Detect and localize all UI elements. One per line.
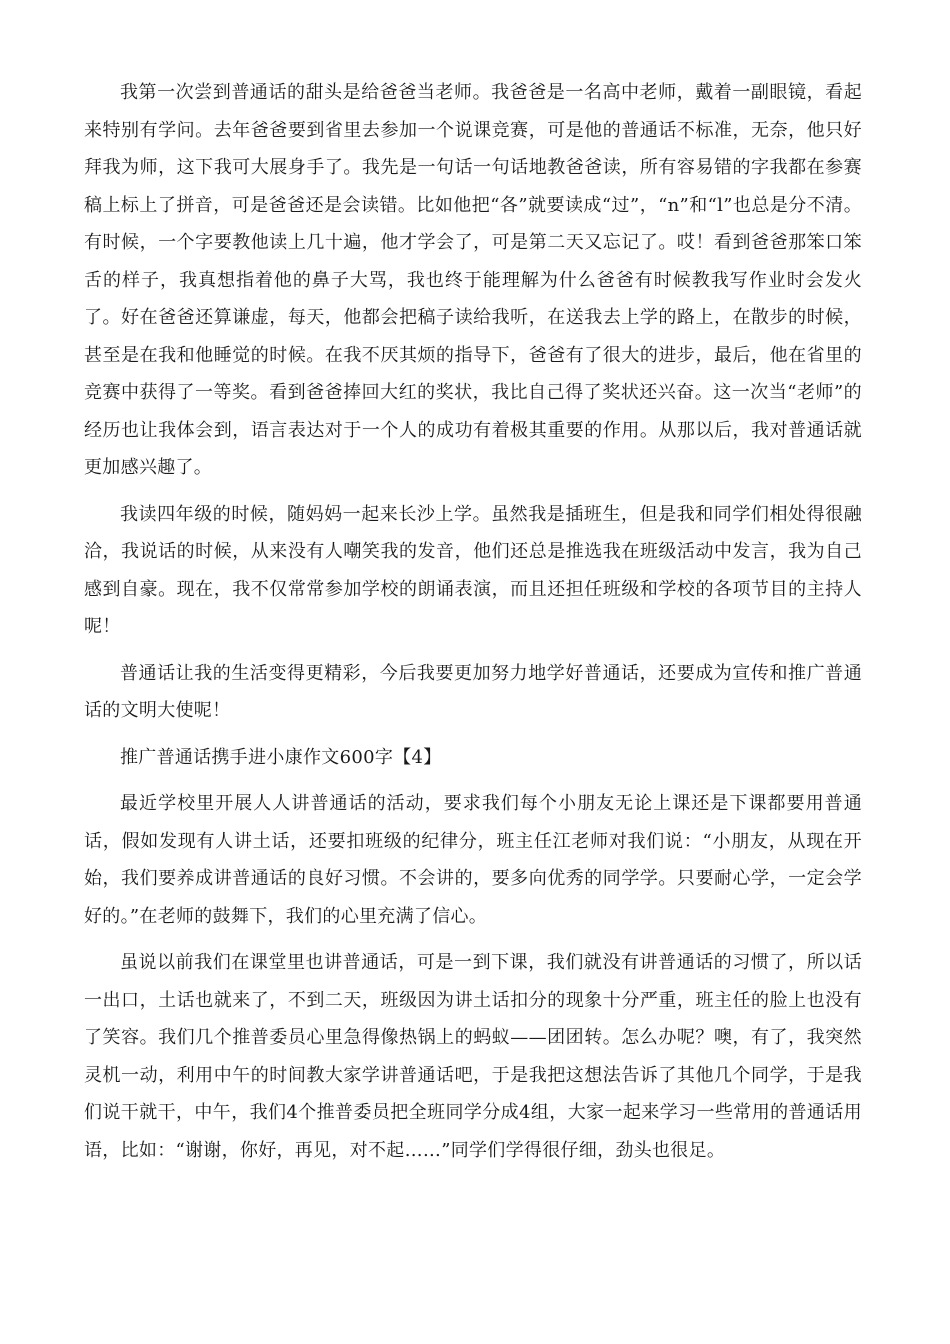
- paragraph-teaching-father: 我第一次尝到普通话的甜头是给爸爸当老师。我爸爸是一名高中老师，戴着一副眼镜，看起来特别有学问。去年爸爸要到省里去参加一个说课竞赛，可是他的普通话不标准，无奈，他只好拜我为师，这下我可大展身手了。我先是一句话一句话地教爸爸读，所有容易错的字我都在参赛稿上标上了拼音，可是爸爸还是会读错。比如他把“各”就要读成“过”，“n”和“l”也总是分不清。有时候，一个字要教他读上几十遍，他才学会了，可是第二天又忘记了。哎！看到爸爸那笨口笨舌的样子，我真想指着他的鼻子大骂，我也终于能理解为什么爸爸有时候教我写作业时会发火了。好在爸爸还算谦虚，每天，他都会把稿子读给我听，在送我去上学的路上，在散步的时候，甚至是在我和他睡觉的时候。在我不厌其烦的指导下，爸爸有了很大的进步，最后，他在省里的竞赛中获得了一等奖。看到爸爸捧回大红的奖状，我比自己得了奖状还兴奋。这一次当“老师”的经历也让我体会到，语言表达对于一个人的成功有着极其重要的作用。从那以后，我对普通话就更加感兴趣了。: [84, 82, 862, 478]
- paragraph-fourth-grade: 我读四年级的时候，随妈妈一起来长沙上学。虽然我是插班生，但是我和同学们相处得很融洽，我说话的时候，从来没有人嘲笑我的发音，他们还总是推选我在班级活动中发言，我为自己感到自豪。现在，我不仅常常参加学校的朗诵表演，而且还担任班级和学校的各项节目的主持人呢！: [84, 503, 862, 637]
- paragraph-ambassador: 普通话让我的生活变得更精彩，今后我要更加努力地学好普通话，还要成为宣传和推广普通话的文明大使呢！: [84, 662, 862, 721]
- document-body: [84, 74, 862, 1178]
- essay-heading: 推广普通话携手进小康作文600字【4】: [120, 746, 442, 768]
- paragraph-school-activity: 最近学校里开展人人讲普通话的活动，要求我们每个小朋友无论上课还是下课都要用普通话，假如发现有人讲土话，还要扣班级的纪律分，班主任江老师对我们说：“小朋友，从现在开始，我们要养成讲普通话的良好习惯。不会讲的，要多向优秀的同学学。只要耐心学，一定会学好的。”在老师的鼓舞下，我们的心里充满了信心。: [84, 793, 862, 927]
- paragraph-lunch-lessons: 虽说以前我们在课堂里也讲普通话，可是一到下课，我们就没有讲普通话的习惯了，所以话一出口，土话也就来了，不到二天，班级因为讲土话扣分的现象十分严重，班主任的脸上也没有了笑容。我们几个推普委员心里急得像热锅上的蚂蚁——团团转。怎么办呢？噢，有了，我突然灵机一动，利用中午的时间教大家学讲普通话吧，于是我把这想法告诉了其他几个同学，于是我们说干就干，中午，我们4个推普委员把全班同学分成4组，大家一起来学习一些常用的普通话用语，比如：“谢谢，你好，再见，对不起……”同学们学得很仔细，劲头也很足。: [84, 952, 862, 1161]
